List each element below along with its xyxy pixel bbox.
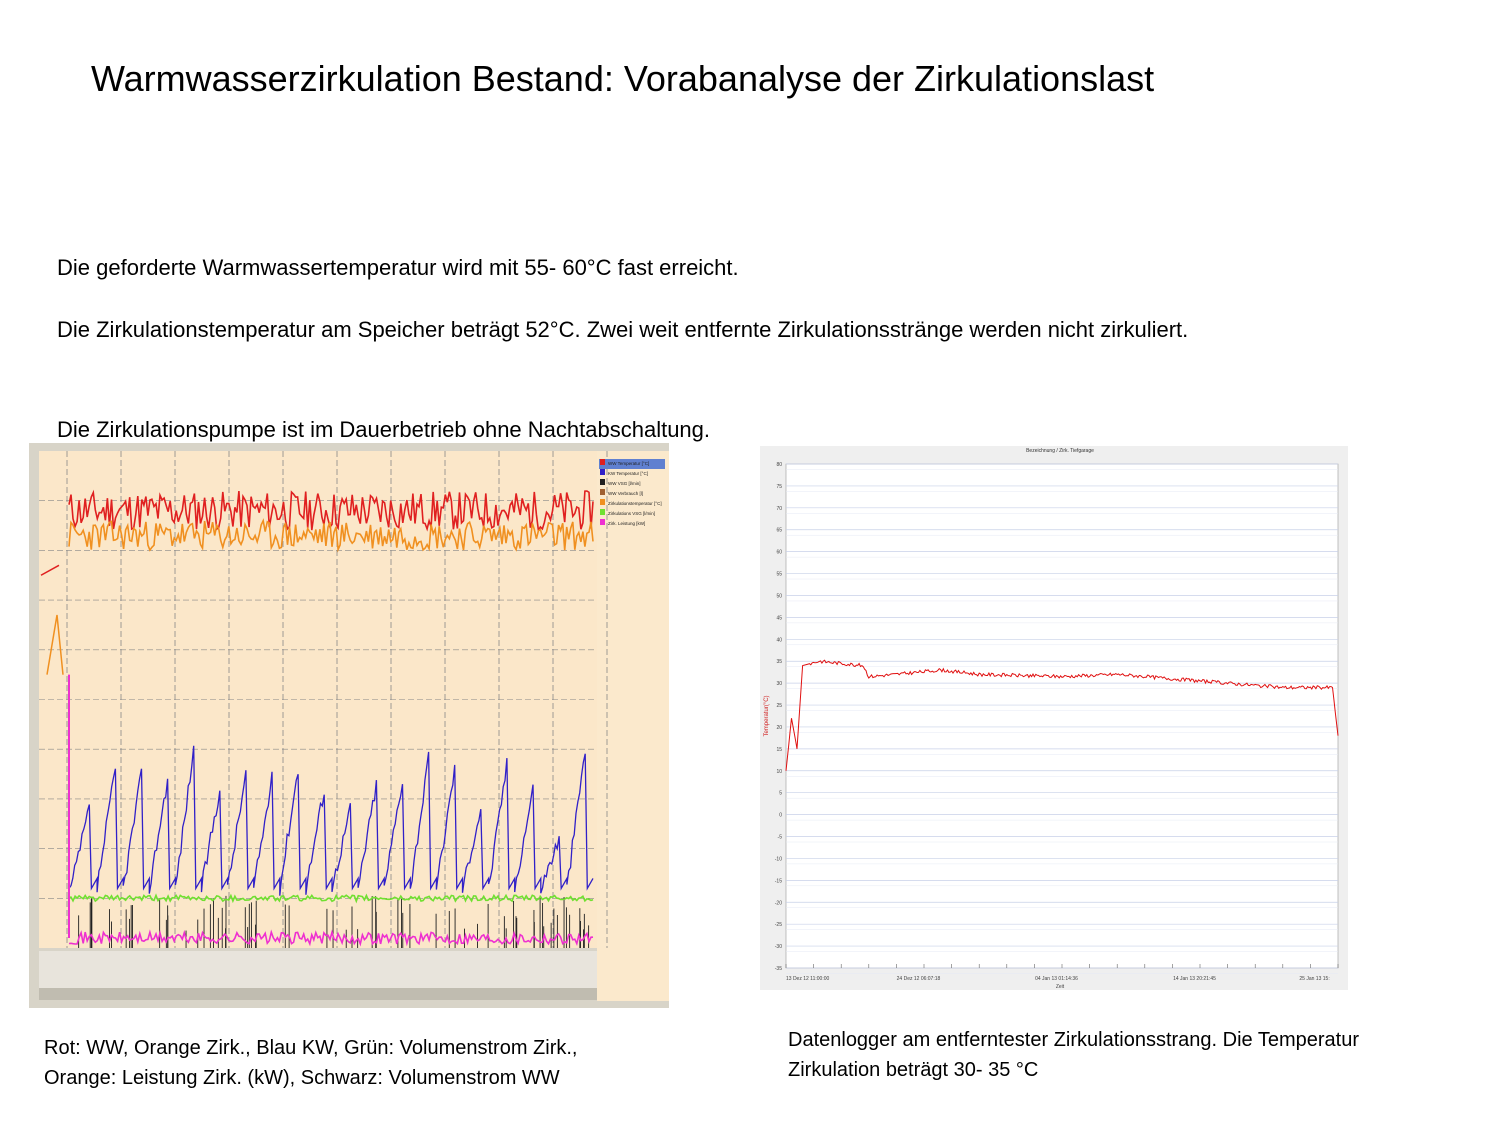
legend-swatch bbox=[600, 489, 605, 495]
legend-label: KW Temperatur [°C] bbox=[608, 471, 648, 476]
legend-swatch bbox=[600, 479, 605, 485]
logger-ytick: -15 bbox=[774, 878, 782, 885]
logger-title: Bezeichnung / Zirk. Tiefgarage bbox=[1026, 448, 1094, 454]
logger-ytick: 10 bbox=[776, 768, 782, 775]
logger-ytick: 80 bbox=[776, 462, 782, 468]
logger-ytick: 25 bbox=[776, 703, 782, 710]
logger-xtick-label: 25 Jan 13 15: bbox=[1299, 976, 1330, 982]
caption-right-line1: Datenlogger am entferntester Zirkulationsstrang. Die Temperatur bbox=[788, 1029, 1360, 1051]
logger-ytick: 40 bbox=[776, 637, 782, 644]
logger-plot-area bbox=[786, 464, 1338, 968]
caption-left-line1: Rot: WW, Orange Zirk., Blau KW, Grün: Volumenstrom Zirk., bbox=[44, 1037, 578, 1059]
logger-ylabel: Temperatur(°C) bbox=[764, 695, 770, 737]
caption-left bbox=[44, 1033, 577, 1093]
logger-ytick: 20 bbox=[776, 724, 782, 731]
logger-ytick: 50 bbox=[776, 593, 782, 600]
paragraph-pump: Die Zirkulationspumpe ist im Dauerbetrieb ohne Nachtabschaltung. bbox=[57, 417, 711, 442]
logger-ytick: 35 bbox=[776, 659, 782, 666]
caption-right bbox=[788, 1025, 1359, 1085]
logger-ytick: 30 bbox=[776, 681, 782, 688]
logger-xlabel: Zeit bbox=[1055, 984, 1065, 990]
logger-ytick: -20 bbox=[774, 900, 782, 907]
legend-label: WW VSG [l/min] bbox=[608, 481, 641, 486]
paragraph-zirk-temperature: Die Zirkulationstemperatur am Speicher beträgt 52°C. Zwei weit entfernte Zirkulationsstränge werden nicht zirkuliert. bbox=[57, 317, 1189, 342]
logger-ytick: 45 bbox=[776, 615, 782, 622]
legend-label: Zirk. Leistung [kW] bbox=[608, 521, 646, 526]
logger-ytick: 15 bbox=[776, 746, 782, 753]
logger-ytick: 70 bbox=[776, 505, 782, 512]
legend-label: Zirkulations VSG [l/min] bbox=[608, 511, 656, 516]
legend-swatch bbox=[600, 469, 605, 475]
measurement-chart bbox=[29, 443, 669, 1008]
caption-left-line2: Orange: Leistung Zirk. (kW), Schwarz: Volumenstrom WW bbox=[44, 1067, 560, 1089]
legend-panel bbox=[597, 451, 669, 1001]
slide-title: Warmwasserzirkulation Bestand: Vorabanalyse der Zirkulationslast bbox=[91, 58, 1155, 99]
logger-xtick-label: 14 Jan 13 20:21:45 bbox=[1173, 976, 1216, 982]
datalogger-chart bbox=[760, 446, 1348, 990]
legend-label: Zirkulationstemperatur [°C] bbox=[608, 501, 662, 506]
logger-ytick: 55 bbox=[776, 571, 782, 578]
logger-ytick: -35 bbox=[774, 966, 782, 972]
logger-xtick-label: 24 Dez 12 06:07:18 bbox=[896, 976, 941, 982]
logger-ytick: 75 bbox=[776, 483, 782, 490]
logger-xtick-label: 13 Dez 12 11:00:00 bbox=[786, 976, 830, 982]
legend-swatch bbox=[600, 459, 605, 465]
logger-ytick: -30 bbox=[774, 944, 782, 951]
logger-ytick: 65 bbox=[776, 527, 782, 534]
legend-swatch bbox=[600, 499, 605, 505]
logger-ytick: -5 bbox=[777, 834, 782, 841]
logger-ytick: -10 bbox=[774, 856, 782, 863]
logger-xtick-label: 04 Jan 13 01:14:36 bbox=[1035, 976, 1078, 982]
logger-ytick: 5 bbox=[779, 790, 782, 797]
paragraph-ww-temperature: Die geforderte Warmwassertemperatur wird mit 55- 60°C fast erreicht. bbox=[57, 255, 739, 280]
logger-ytick: -25 bbox=[774, 922, 782, 929]
legend-label: WW Verbrauch [l] bbox=[608, 491, 644, 496]
legend-label: WW Temperatur [°C] bbox=[608, 461, 650, 466]
legend-swatch bbox=[600, 519, 605, 525]
scrollbar bbox=[39, 988, 597, 1000]
logger-ytick: 60 bbox=[776, 549, 782, 556]
logger-ytick: 0 bbox=[779, 812, 782, 819]
caption-right-line2: Zirkulation beträgt 30- 35 °C bbox=[788, 1059, 1039, 1081]
legend-swatch bbox=[600, 509, 605, 515]
